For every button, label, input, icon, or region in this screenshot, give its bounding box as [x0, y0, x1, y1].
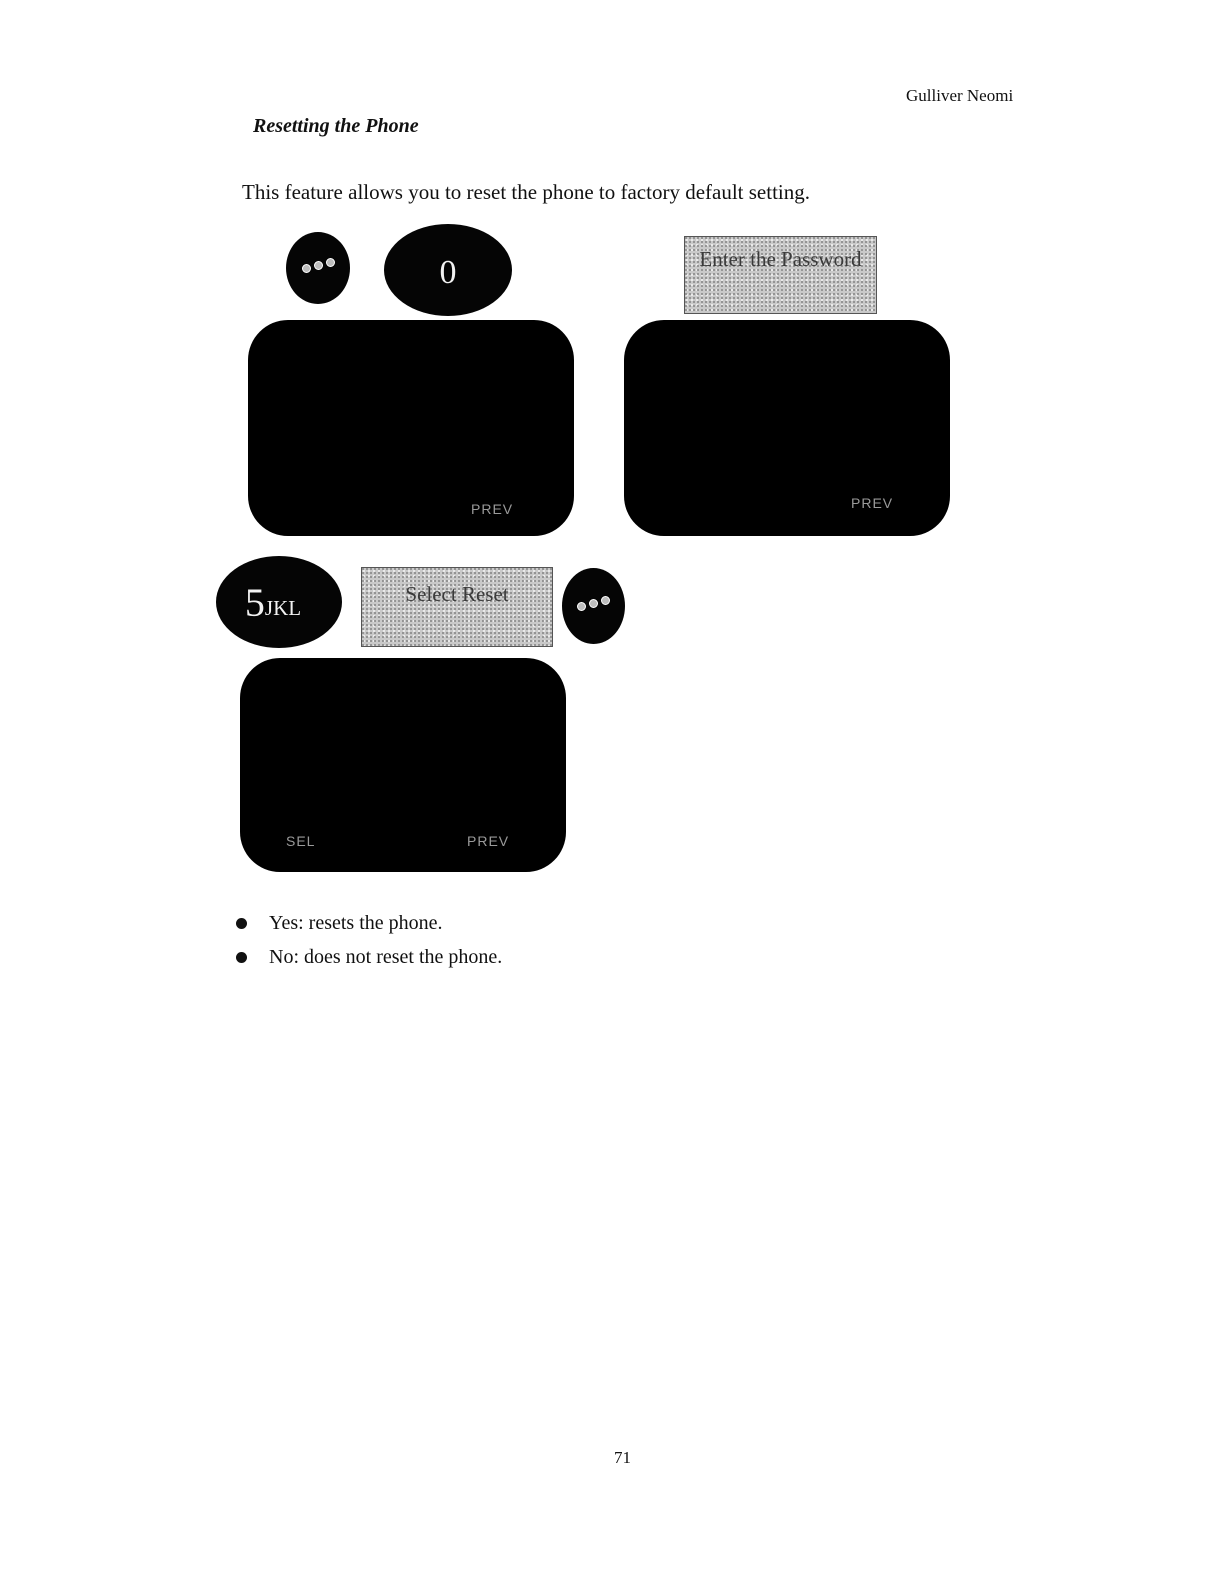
phone-screen-3 — [240, 658, 566, 872]
bullet-icon — [236, 918, 247, 929]
options-list — [236, 906, 502, 974]
bullet-icon — [236, 952, 247, 963]
five-key-button — [216, 556, 342, 648]
intro-paragraph: This feature allows you to reset the phone to factory default setting. — [242, 180, 810, 204]
section-title: Resetting the Phone — [253, 115, 419, 137]
menu-dots-icon — [302, 264, 335, 273]
list-item — [236, 906, 502, 940]
five-key-letters: JKL — [264, 595, 302, 620]
phone-screen-2 — [624, 320, 950, 536]
option-no-text: No: does not reset the phone. — [269, 945, 503, 968]
soft-key-prev: PREV — [471, 501, 514, 517]
list-item — [236, 940, 502, 974]
zero-key-label: 0 — [439, 254, 457, 291]
menu-key-button — [562, 568, 625, 644]
five-key-label: 5 — [244, 579, 265, 625]
page-number: 71 — [614, 1448, 631, 1467]
select-reset-callout: Select Reset — [361, 567, 553, 647]
soft-key-prev: PREV — [851, 495, 894, 511]
zero-key-button — [384, 224, 512, 316]
soft-key-sel: SEL — [286, 833, 316, 849]
enter-password-callout: Enter the Password — [684, 236, 877, 314]
menu-dots-icon — [577, 602, 610, 611]
soft-key-prev: PREV — [467, 833, 510, 849]
menu-key-button — [286, 232, 350, 304]
header-author: Gulliver Neomi — [906, 86, 1014, 105]
phone-screen-1 — [248, 320, 574, 536]
option-yes-text: Yes: resets the phone. — [269, 911, 443, 934]
